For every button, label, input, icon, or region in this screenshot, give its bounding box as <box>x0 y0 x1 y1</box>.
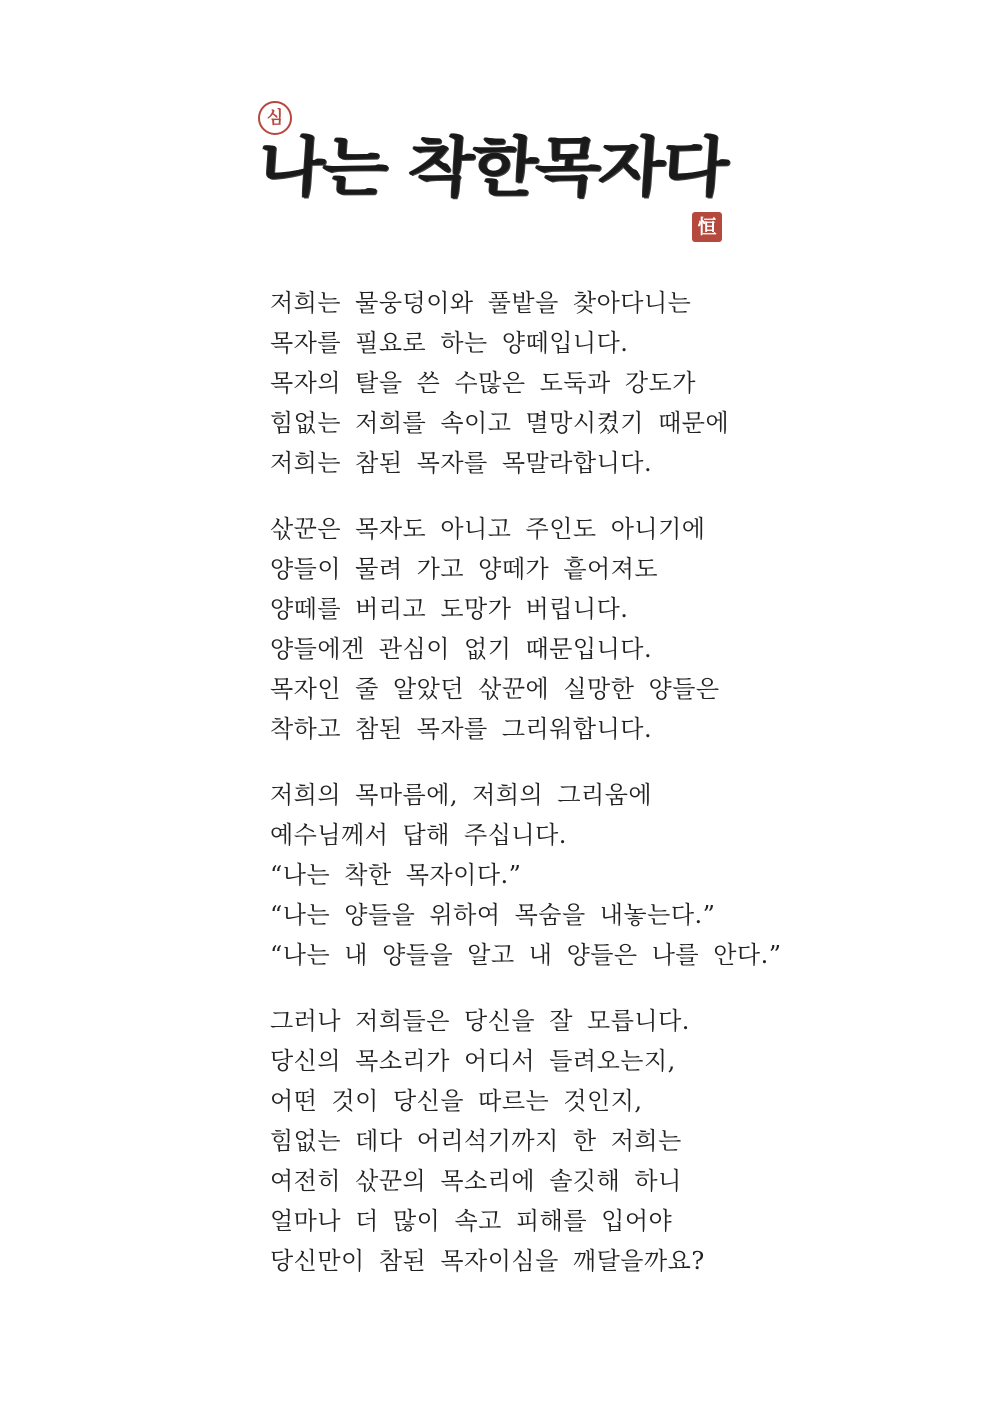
stanza-4 <box>270 1001 830 1281</box>
poem-line: “나는 착한 목자이다.” <box>270 861 522 889</box>
poem-line: 목자인 줄 알았던 삯꾼에 실망한 양들은 <box>270 675 720 703</box>
poem-line: 저희의 목마름에, 저희의 그리움에 <box>270 781 653 809</box>
poem-line: 힘없는 데다 어리석기까지 한 저희는 <box>270 1127 682 1155</box>
poem-line: 양들이 물려 가고 양떼가 흩어져도 <box>270 555 659 583</box>
poem-line: 당신의 목소리가 어디서 들려오는지, <box>270 1047 676 1075</box>
stanza-2 <box>270 509 830 749</box>
poem-line: 저희는 참된 목자를 목말라합니다. <box>270 449 653 477</box>
poem-body <box>270 283 830 1307</box>
poem-line: 당신만이 참된 목자이심을 깨달을까요? <box>270 1247 705 1275</box>
seal-stamp-bottom: 恒 <box>692 212 722 242</box>
stanza-3 <box>270 775 830 975</box>
poem-line: 착하고 참된 목자를 그리워합니다. <box>270 715 653 743</box>
poem-line: 힘없는 저희를 속이고 멸망시켰기 때문에 <box>270 409 730 437</box>
poem-line: 예수님께서 답해 주십니다. <box>270 821 567 849</box>
poem-line: 목자를 필요로 하는 양떼입니다. <box>270 329 629 357</box>
page-title: 나는 착한목자다 <box>256 130 730 206</box>
poem-line: 양떼를 버리고 도망가 버립니다. <box>270 595 629 623</box>
poem-line: “나는 양들을 위하여 목숨을 내놓는다.” <box>270 901 716 929</box>
poem-line: 얼마나 더 많이 속고 피해를 입어야 <box>270 1207 673 1235</box>
poem-line: “나는 내 양들을 알고 내 양들은 나를 안다.” <box>270 941 782 969</box>
stanza-1 <box>270 283 830 483</box>
poem-line: 여전히 삯꾼의 목소리에 솔깃해 하니 <box>270 1167 682 1195</box>
poem-line: 목자의 탈을 쓴 수많은 도둑과 강도가 <box>270 369 696 397</box>
poem-line: 어떤 것이 당신을 따르는 것인지, <box>270 1087 643 1115</box>
poem-line: 양들에겐 관심이 없기 때문입니다. <box>270 635 653 663</box>
poem-line: 삯꾼은 목자도 아니고 주인도 아니기에 <box>270 515 706 543</box>
seal-stamp-top: 심 <box>258 101 292 135</box>
poem-line: 그러나 저희들은 당신을 잘 모릅니다. <box>270 1007 690 1035</box>
poem-line: 저희는 물웅덩이와 풀밭을 찾아다니는 <box>270 289 692 317</box>
